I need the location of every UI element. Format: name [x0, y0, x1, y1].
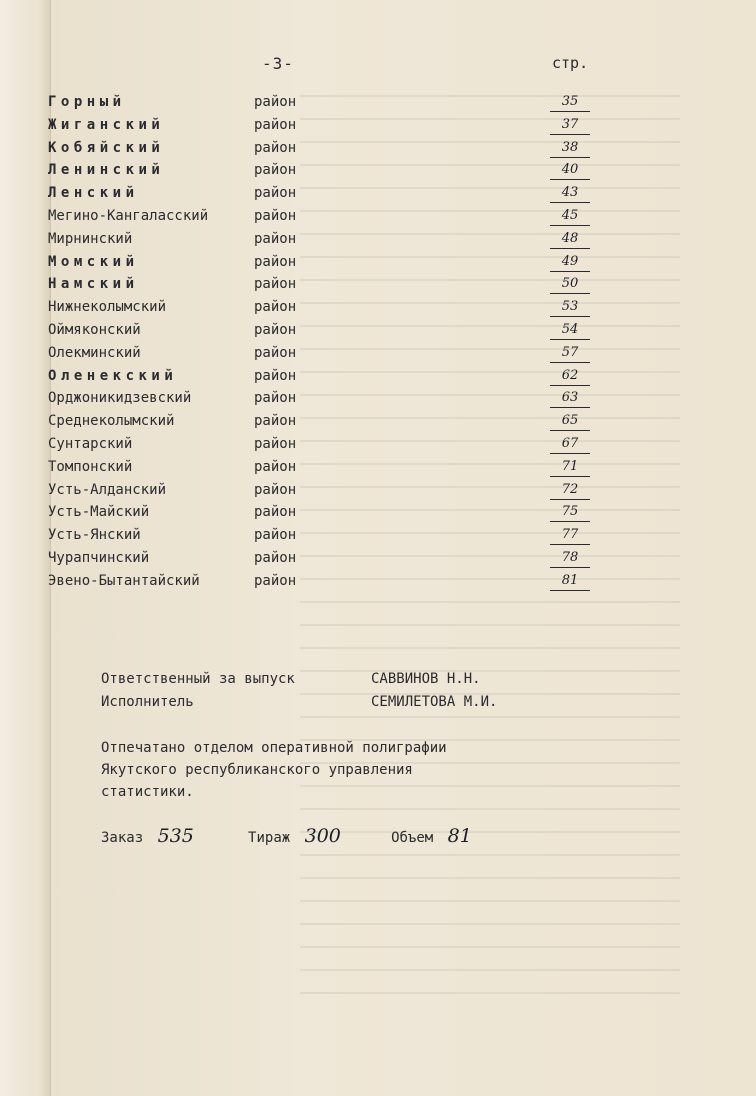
page-reference: 57	[550, 344, 590, 363]
page-reference: 43	[550, 184, 590, 203]
district-name: Среднеколымский	[48, 413, 175, 430]
page-reference: 48	[550, 230, 590, 249]
district-name: Оймяконский	[48, 321, 141, 338]
volume-label: Объем	[391, 830, 434, 846]
district-name: Мирнинский	[48, 230, 133, 247]
toc-row	[48, 159, 608, 182]
district-type: район	[254, 390, 297, 407]
page-reference: 45	[550, 207, 590, 226]
district-name: Нижнеколымский	[48, 299, 167, 316]
executor-label: Исполнитель	[101, 694, 194, 710]
printed-by-line: Якутского республиканского управления	[101, 762, 413, 778]
page-reference: 62	[550, 367, 590, 386]
toc-row	[48, 342, 608, 365]
district-name: Усть-Янский	[48, 527, 141, 544]
district-type: район	[254, 299, 297, 316]
toc-row	[48, 501, 608, 524]
district-type: район	[254, 139, 297, 156]
district-name: Олекминский	[48, 344, 141, 361]
page-reference: 72	[550, 481, 590, 500]
imprint-line	[101, 825, 472, 847]
toc-row	[48, 91, 608, 114]
district-name: Ленинский	[48, 162, 165, 179]
toc-row	[48, 251, 608, 274]
district-type: район	[254, 185, 297, 202]
district-name: Оленекский	[48, 367, 178, 384]
page-reference: 53	[550, 298, 590, 317]
district-name: Усть-Майский	[48, 504, 150, 521]
printed-by-line: статистики.	[101, 784, 194, 800]
toc-row	[48, 137, 608, 160]
page-reference: 77	[550, 526, 590, 545]
toc-row	[48, 570, 608, 593]
district-name: Намский	[48, 276, 139, 293]
district-name: Усть-Алданский	[48, 481, 167, 498]
toc-row	[48, 296, 608, 319]
district-type: район	[254, 367, 297, 384]
district-name: Горный	[48, 94, 126, 110]
district-name: Чурапчинский	[48, 549, 150, 566]
release-label: Ответственный за выпуск	[101, 671, 295, 687]
district-type: район	[254, 207, 297, 224]
page-reference: 35	[550, 93, 590, 112]
page-reference: 75	[550, 503, 590, 522]
print-run-label: Тираж	[248, 830, 291, 846]
responsible-block	[101, 668, 497, 714]
order-value: 535	[157, 825, 194, 847]
page-reference: 40	[550, 161, 590, 180]
district-type: район	[254, 413, 297, 430]
toc-row	[48, 273, 608, 296]
page-reference: 49	[550, 253, 590, 272]
toc-row	[48, 547, 608, 570]
district-type: район	[254, 527, 297, 544]
district-type: район	[254, 504, 297, 521]
toc-row	[48, 387, 608, 410]
printed-by-line: Отпечатано отделом оперативной полиграфии	[101, 740, 447, 756]
district-name: Кобяйский	[48, 139, 165, 156]
district-name: Орджоникидзевский	[48, 390, 192, 407]
print-run-value: 300	[304, 825, 341, 847]
order-label: Заказ	[101, 830, 144, 846]
district-type: район	[254, 481, 297, 498]
district-type: район	[254, 321, 297, 338]
district-type: район	[254, 458, 297, 475]
page-reference: 81	[550, 572, 590, 591]
district-name: Эвено-Бытантайский	[48, 572, 200, 589]
district-type: район	[254, 549, 297, 566]
table-of-contents	[48, 91, 608, 593]
toc-row	[48, 205, 608, 228]
toc-row	[48, 182, 608, 205]
district-name: Ленский	[48, 185, 139, 202]
district-type: район	[254, 435, 297, 452]
toc-row	[48, 228, 608, 251]
toc-row	[48, 456, 608, 479]
toc-row	[48, 319, 608, 342]
toc-row	[48, 365, 608, 388]
district-type: район	[254, 572, 297, 589]
toc-row	[48, 114, 608, 137]
district-type: район	[254, 116, 297, 133]
page-reference: 63	[550, 389, 590, 408]
district-type: район	[254, 276, 297, 293]
district-name: Сунтарский	[48, 435, 133, 452]
toc-row	[48, 479, 608, 502]
page-reference: 67	[550, 435, 590, 454]
district-name: Мегино-Кангаласский	[48, 207, 209, 224]
district-type: район	[254, 253, 297, 270]
binding-margin	[0, 0, 51, 1096]
executor-name: СЕМИЛЕТОВА М.И.	[371, 694, 498, 710]
page-reference: 37	[550, 116, 590, 135]
toc-row	[48, 524, 608, 547]
volume-value: 81	[447, 825, 472, 847]
district-type: район	[254, 344, 297, 361]
district-name: Томпонский	[48, 458, 133, 475]
district-name: Жиганский	[48, 116, 165, 133]
district-name: Момский	[48, 253, 139, 270]
district-type: район	[254, 230, 297, 247]
district-type: район	[254, 162, 297, 179]
printed-by-block	[101, 737, 447, 803]
release-name: САВВИНОВ Н.Н.	[371, 671, 481, 687]
page-number: -3-	[262, 54, 294, 73]
page-reference: 65	[550, 412, 590, 431]
page-reference: 54	[550, 321, 590, 340]
page-reference: 38	[550, 139, 590, 158]
page-reference: 71	[550, 458, 590, 477]
page-column-label: стр.	[552, 54, 589, 72]
page-reference: 78	[550, 549, 590, 568]
toc-row	[48, 410, 608, 433]
toc-row	[48, 433, 608, 456]
district-type: район	[254, 94, 297, 110]
page-reference: 50	[550, 275, 590, 294]
